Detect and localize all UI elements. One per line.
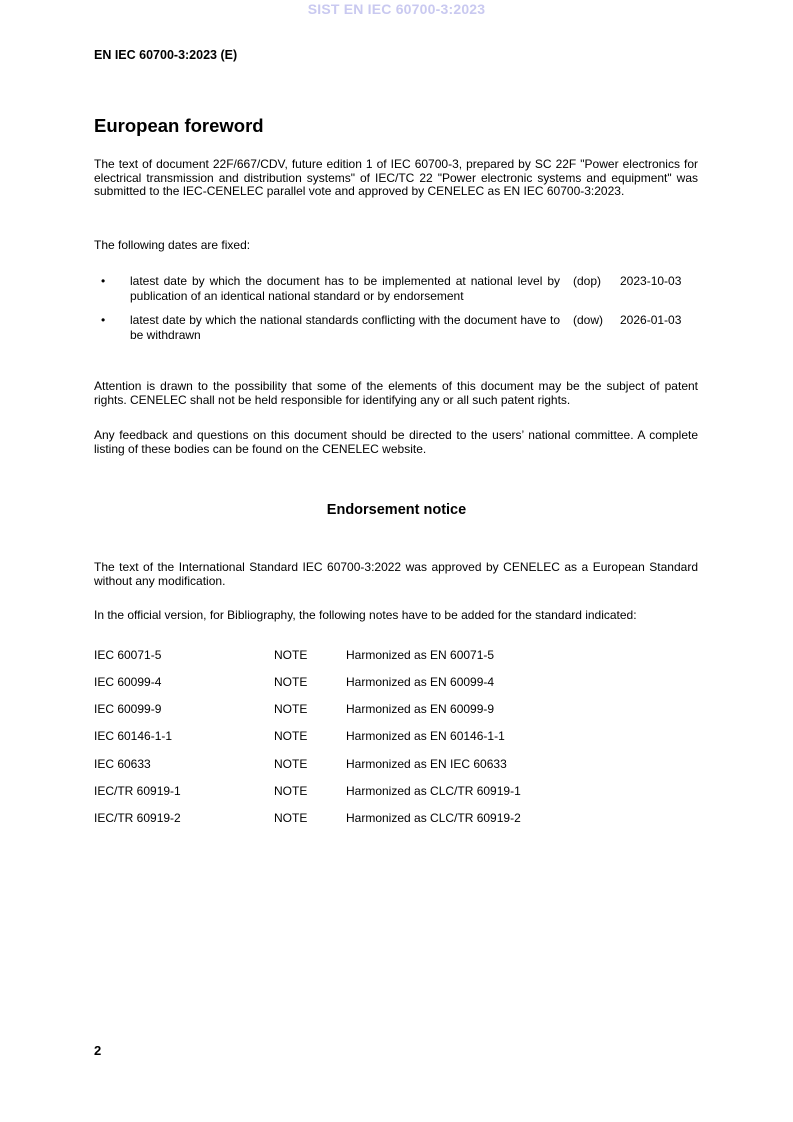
endorsement-title (0, 502, 793, 518)
bibliography-intro-paragraph: In the official version, for Bibliography, the following notes have to be added for the standard indicated: (94, 608, 637, 622)
note-standard: IEC/TR 60919-2 (94, 811, 181, 825)
document-reference: EN IEC 60700-3:2023 (E) (94, 48, 238, 62)
endorsement-title-text: Endorsement notice (326, 502, 467, 518)
note-label: NOTE (274, 811, 308, 825)
note-label: NOTE (274, 675, 308, 689)
attention-paragraph: Attention is drawn to the possibility that some of the elements of this document may be the subject of patent rights. CENELEC shall not be held responsible for identifying any or all such patent rights. (94, 379, 698, 407)
note-label: NOTE (274, 757, 308, 771)
bibliography-note-row (94, 784, 698, 799)
feedback-paragraph: Any feedback and questions on this document should be directed to the users’ national committee. A complete listing of these bodies can be found on the CENELEC website. (94, 428, 698, 456)
bibliography-note-row (94, 729, 698, 744)
bibliography-note-row (94, 675, 698, 690)
date-item-date: 2023-10-03 (620, 274, 682, 288)
note-standard: IEC 60099-9 (94, 702, 162, 716)
note-text: Harmonized as CLC/TR 60919-2 (346, 811, 521, 825)
note-text: Harmonized as EN 60071-5 (346, 648, 495, 662)
note-text: Harmonized as EN IEC 60633 (346, 757, 507, 771)
note-text: Harmonized as EN 60099-9 (346, 702, 495, 716)
watermark: SIST EN IEC 60700-3:2023 (307, 1, 486, 17)
date-item-date: 2026-01-03 (620, 313, 682, 327)
note-text: Harmonized as EN 60146-1-1 (346, 729, 505, 743)
note-text: Harmonized as EN 60099-4 (346, 675, 495, 689)
bullet-marker: • (101, 274, 106, 288)
bibliography-note-row (94, 811, 698, 826)
bibliography-note-row (94, 702, 698, 717)
bullet-marker: • (101, 313, 106, 327)
note-label: NOTE (274, 784, 308, 798)
note-label: NOTE (274, 648, 308, 662)
page-title: European foreword (94, 115, 264, 136)
note-standard: IEC 60633 (94, 757, 151, 771)
date-item-text: latest date by which the document has to be implemented at national level by publication of an identical national standard or by endorsement (130, 274, 560, 303)
bibliography-note-row (94, 757, 698, 772)
note-standard: IEC 60146-1-1 (94, 729, 173, 743)
note-label: NOTE (274, 729, 308, 743)
note-label: NOTE (274, 702, 308, 716)
date-item-code: (dop) (573, 274, 602, 288)
bibliography-note-row (94, 648, 698, 663)
page-number: 2 (94, 1043, 102, 1058)
note-text: Harmonized as CLC/TR 60919-1 (346, 784, 521, 798)
date-item-text: latest date by which the national standards conflicting with the document have to be withdrawn (130, 313, 560, 342)
note-standard: IEC 60071-5 (94, 648, 162, 662)
note-standard: IEC/TR 60919-1 (94, 784, 181, 798)
note-standard: IEC 60099-4 (94, 675, 162, 689)
dates-intro-paragraph: The following dates are fixed: (94, 238, 251, 252)
foreword-intro-paragraph: The text of document 22F/667/CDV, future edition 1 of IEC 60700-3, prepared by SC 22F "Power electronics for electrical transmission and distribution systems" of IEC/TC 22 "Power electronic systems and equipment" was submitted to the IEC-CENELEC parallel vote and approved by CENELEC as EN IEC 60700-3:2023. (94, 157, 698, 199)
date-item-code: (dow) (573, 313, 604, 327)
endorsement-paragraph: The text of the International Standard IEC 60700-3:2022 was approved by CENELEC as a European Standard without any modification. (94, 560, 698, 588)
